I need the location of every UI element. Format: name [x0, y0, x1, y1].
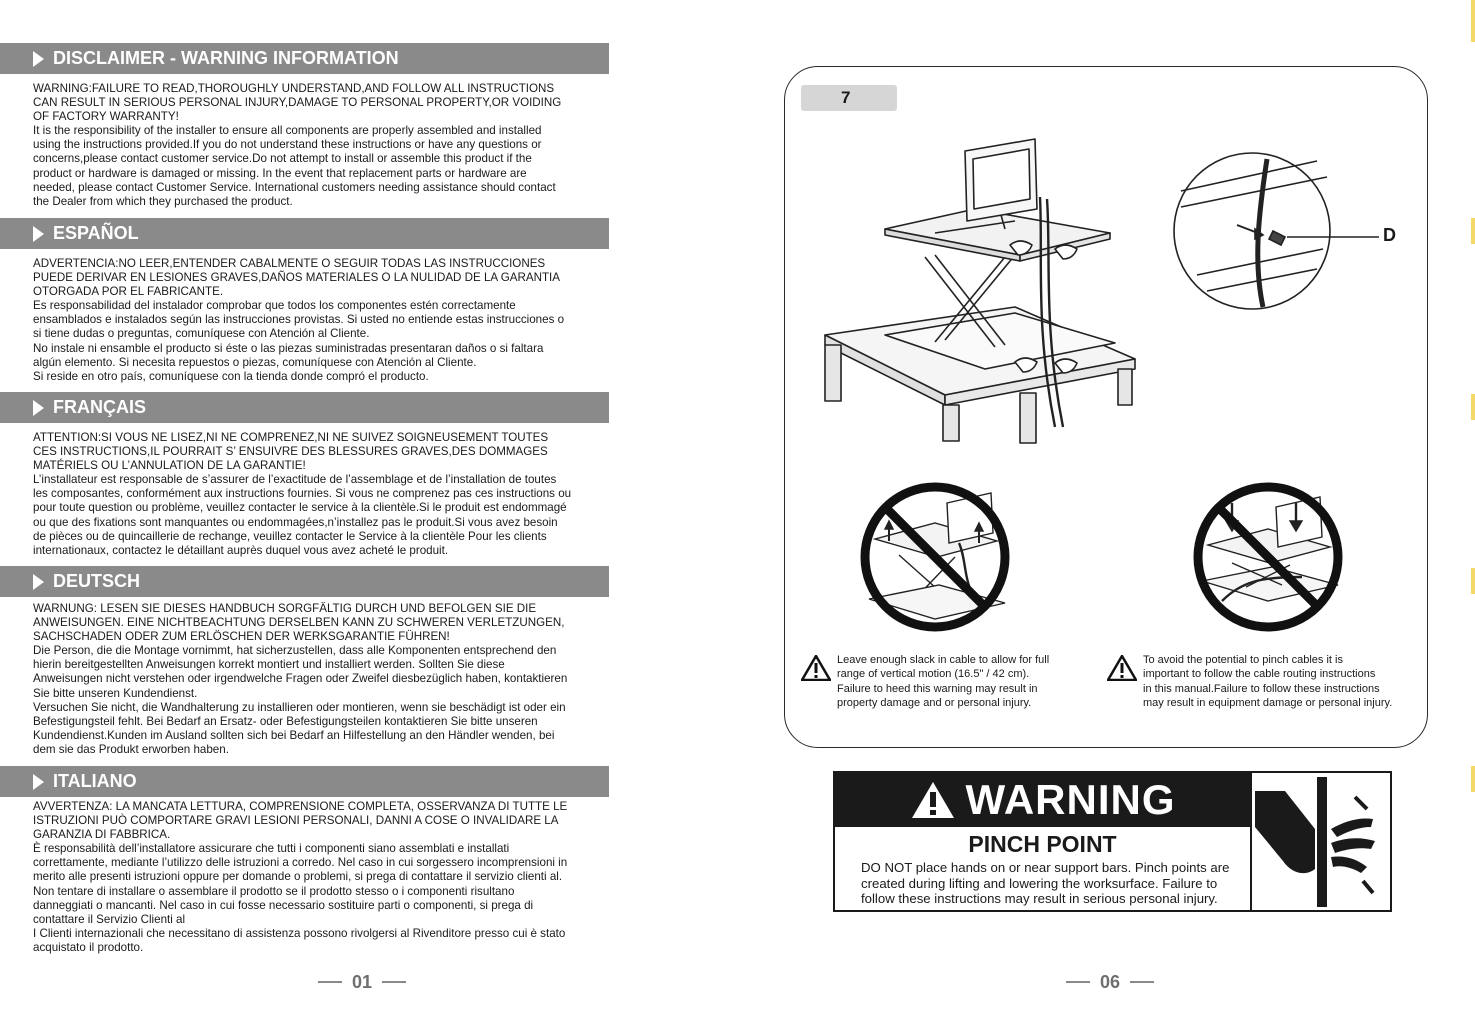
- text-line: Non tentare di installare o assemblare il prodotto se il prodotto stesso o i componenti risultano: [33, 884, 515, 898]
- text-line: ANWEISUNGEN. EINE NICHTBEACHTUNG DERSELBEN KANN ZU SCHWEREN VERLETZUNGEN,: [33, 616, 565, 630]
- left-page: [0, 0, 615, 1021]
- caution-line: may result in equipment damage or personal injury.: [1143, 697, 1393, 710]
- edge-mark: [1471, 218, 1475, 244]
- text-line: Es responsabilidad del instalador comprobar que todos los componentes estén correctamente: [33, 299, 516, 313]
- text-line: Befestigungsteil fehlt. Bei Bedarf an Ersatz- oder Befestigungsteilen kontaktieren Sie bitte unseren: [33, 714, 538, 728]
- caution-line: property damage and or personal injury.: [837, 697, 1032, 710]
- text-line: Die Person, die die Montage vornimmt, hat sicherzustellen, dass alle Komponenten entsprechend den: [33, 644, 557, 658]
- section-body-italiano: [33, 800, 611, 955]
- warning-triangle-icon: [910, 780, 956, 820]
- triangle-bullet-icon: [33, 574, 44, 590]
- section-body-francais: [33, 431, 611, 558]
- section-title: DEUTSCH: [53, 571, 141, 591]
- text-line: acquistato il prodotto.: [33, 940, 144, 954]
- text-line: I Clienti internazionali che necessitano di assistenza possono rivolgersi al Rivenditore presso cui è stato: [33, 926, 566, 940]
- text-line: danneggiati o mancanti. Nel caso in cui fosse necessario sostituire parti o componenti, si prega di: [33, 898, 534, 912]
- caution-line: in this manual.Failure to follow these instructions: [1143, 682, 1380, 695]
- text-line: pour toute question ou problème, veuillez contacter le service à la clientèle.Si le produit est endommagé: [33, 501, 567, 515]
- caution-note-slack: [801, 653, 1091, 711]
- section-title: ESPAÑOL: [53, 223, 139, 243]
- callout-label: D: [1383, 225, 1396, 245]
- section-header-francais: [0, 392, 609, 423]
- section-title: FRANÇAIS: [53, 397, 146, 417]
- text-line: Si reside en otro país, comuníquese con la tienda donde compró el producto.: [33, 369, 429, 383]
- prohibited-no-slack-illustration: [859, 481, 1011, 633]
- caution-line: important to follow the cable routing instructions: [1143, 668, 1376, 681]
- caution-line: Leave enough slack in cable to allow for full: [837, 654, 1050, 666]
- text-line: les composantes, conformément aux instructions fournies. Si vous ne comprenez pas ces instructions ou: [33, 487, 572, 501]
- page-number-left: [302, 970, 422, 994]
- text-line: È responsabilità dell’installatore assicurare che tutti i componenti siano assemblati e installati: [33, 842, 510, 856]
- text-line: using the instructions provided.If you do not understand these instructions or have any questions or: [33, 138, 542, 152]
- step-panel: [784, 66, 1428, 748]
- warning-title-bar: [835, 773, 1250, 827]
- edge-mark: [1471, 766, 1475, 792]
- text-line: internationaux, contactez le détaillant auprès duquel vous avez acheté le produit.: [33, 543, 449, 557]
- section-header-disclaimer: [0, 43, 609, 74]
- text-line: OTORGADA POR EL FABRICANTE.: [33, 285, 224, 299]
- text-line: No instale ni ensamble el producto si éste o las piezas suministradas presentaran daños o si faltara: [33, 341, 544, 355]
- edge-mark: [1471, 568, 1475, 594]
- section-header-espanol: [0, 218, 609, 249]
- warning-triangle-icon: [801, 655, 831, 681]
- triangle-bullet-icon: [33, 226, 44, 242]
- text-line: CAN RESULT IN SERIOUS PERSONAL INJURY,DAMAGE TO PERSONAL PROPERTY,OR VOIDING: [33, 96, 562, 110]
- caution-line: range of vertical motion (16.5" / 42 cm).: [837, 668, 1030, 681]
- prohibited-pinch-cable-illustration: [1192, 481, 1344, 633]
- text-line: WARNUNG: LESEN SIE DIESES HANDBUCH SORGFÄLTIG DURCH UND BEFOLGEN SIE DIE: [33, 602, 537, 615]
- text-line: ou que des fixations sont manquantes ou endommagées,n’installez pas le produit.Si vous avez besoin: [33, 515, 558, 529]
- text-line: AVVERTENZA: LA MANCATA LETTURA, COMPRENSIONE COMPLETA, OSSERVANZA DI TUTTE LE: [33, 800, 568, 813]
- section-title: DISCLAIMER - WARNING INFORMATION: [53, 48, 399, 68]
- text-line: ATTENTION:SI VOUS NE LISEZ,NI NE COMPRENEZ,NI NE SUIVEZ SOIGNEUSEMENT TOUTES: [33, 431, 549, 444]
- warning-line: DO NOT place hands on or near support bars. Pinch points are: [861, 860, 1230, 875]
- warning-title: WARNING: [965, 776, 1176, 823]
- text-line: OF FACTORY WARRANTY!: [33, 110, 179, 124]
- text-line: correttamente, mediante l’utilizzo delle istruzioni a corredo. Nel caso in cui sorgessero incomprensioni in: [33, 856, 568, 870]
- caution-line: Failure to heed this warning may result in: [837, 682, 1038, 695]
- section-body-espanol: [33, 257, 611, 384]
- warning-triangle-icon: [1107, 655, 1137, 681]
- text-line: dem sie das Produkt erworben haben.: [33, 742, 229, 756]
- page-number-right: [1050, 970, 1170, 994]
- caution-note-pinch: [1107, 653, 1425, 711]
- dash-decoration: [1130, 981, 1154, 983]
- caution-line: To avoid the potential to pinch cables it is: [1143, 654, 1343, 666]
- standing-desk-illustration: [815, 137, 1175, 517]
- text-line: L’installateur est responsable de s’assurer de l’exactitude de l’assemblage et de l’installation de toutes: [33, 473, 557, 487]
- triangle-bullet-icon: [33, 51, 44, 67]
- text-line: Kundendienst.Kunden im Ausland sollten sich bei Bedarf an Hilfestellung an den Händler wenden, bei: [33, 728, 555, 742]
- text-line: GARANZIA DI FABBRICA.: [33, 828, 171, 842]
- text-line: si tiene dudas o preguntas, comuníquese con Atención al Cliente.: [33, 327, 370, 341]
- text-line: contattare il Servizio Clienti al: [33, 912, 186, 926]
- edge-mark: [1471, 0, 1475, 42]
- section-body-disclaimer: [33, 82, 611, 209]
- edge-mark: [1471, 394, 1475, 420]
- text-line: It is the responsibility of the installer to ensure all components are properly assembled and installed: [33, 124, 542, 138]
- label-divider: [1250, 773, 1252, 910]
- pinch-hand-icon: [1255, 777, 1385, 907]
- text-line: ISTRUZIONI PUÒ COMPORTARE GRAVI LESIONI PERSONALI, DANNI A COSE O INVALIDARE LA: [33, 814, 559, 828]
- text-line: WARNING:FAILURE TO READ,THOROUGHLY UNDERSTAND,AND FOLLOW ALL INSTRUCTIONS: [33, 82, 555, 95]
- text-line: hierin bereitgestellten Anweisungen korrekt montiert und installiert werden. Sollten Sie diese: [33, 658, 505, 672]
- section-header-deutsch: [0, 566, 609, 597]
- text-line: product or hardware is damaged or missing. In the event that replacement parts or hardware are: [33, 166, 527, 180]
- warning-body: [861, 860, 1241, 907]
- text-line: concerns,please contact customer service.Do not attempt to install or assemble this product if the: [33, 152, 532, 166]
- section-title: ITALIANO: [53, 771, 137, 791]
- triangle-bullet-icon: [33, 400, 44, 416]
- warning-subtitle: PINCH POINT: [968, 831, 1117, 857]
- section-body-deutsch: [33, 602, 611, 757]
- text-line: Anweisungen nicht verstehen oder irgendwelche Fragen oder Zweifel diesbezüglich haben, kontaktieren: [33, 672, 568, 686]
- dash-decoration: [382, 981, 406, 983]
- text-line: merito alle presenti istruzioni oppure per domande o problemi, si prega di contattare il servizio clienti al.: [33, 870, 563, 884]
- text-line: Versuchen Sie nicht, die Wandhalterung zu installieren oder montieren, wenn sie beschädigt ist oder ein: [33, 700, 566, 714]
- dash-decoration: [1066, 981, 1090, 983]
- text-line: algún elemento. Si necesita repuestos o piezas, comuníquese con Atención al Cliente.: [33, 355, 477, 369]
- text-line: de pièces ou de quincaillerie de rechange, veuillez contacter le Service à la clientèle Pour les clients: [33, 529, 547, 543]
- section-header-italiano: [0, 766, 609, 797]
- cable-clip-detail-illustration: [1167, 151, 1392, 311]
- pinch-point-warning-label: [833, 771, 1392, 912]
- page-number-text: 06: [1099, 971, 1121, 992]
- warning-line: created during lifting and lowering the worksurface. Failure to: [861, 875, 1218, 891]
- step-number-badge: 7: [801, 85, 897, 111]
- page-number-text: 01: [351, 971, 373, 992]
- text-line: Sie bitte unseren Kundendienst.: [33, 686, 198, 700]
- text-line: CES INSTRUCTIONS,IL POURRAIT S’ ENSUIVRE DES BLESSURES GRAVES,DES DOMMAGES: [33, 445, 548, 459]
- dash-decoration: [318, 981, 342, 983]
- warning-line: follow these instructions may result in serious personal injury.: [861, 891, 1218, 906]
- text-line: PUEDE DERIVAR EN LESIONES GRAVES,DAÑOS MATERIALES O LA NULIDAD DE LA GARANTIA: [33, 271, 561, 285]
- text-line: SACHSCHADEN ODER ZUM ERLÖSCHEN DER WERKSGARANTIE FÜHREN!: [33, 630, 450, 644]
- text-line: needed, please contact Customer Service. International customers needing assistance should contact: [33, 180, 556, 194]
- text-line: the Dealer from which they purchased the product.: [33, 194, 293, 208]
- triangle-bullet-icon: [33, 774, 44, 790]
- text-line: MATÉRIELS OU L’ANNULATION DE LA GARANTIE!: [33, 459, 306, 473]
- text-line: ADVERTENCIA:NO LEER,ENTENDER CABALMENTE O SEGUIR TODAS LAS INSTRUCCIONES: [33, 257, 546, 270]
- text-line: ensamblados e instalados según las instrucciones provistas. Si usted no entiende estas instrucciones o: [33, 313, 565, 327]
